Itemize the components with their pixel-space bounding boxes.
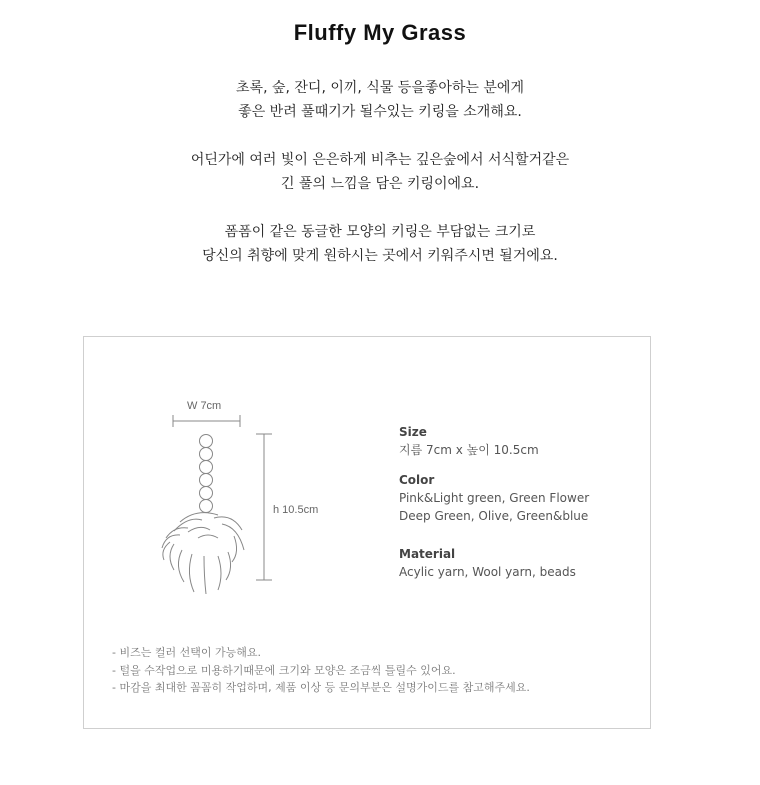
spec-material-value: Acylic yarn, Wool yarn, beads: [399, 565, 576, 579]
page-title: Fluffy My Grass: [293, 20, 467, 45]
intro-line: 좋은 반려 풀때기가 될수있는 키링을 소개해요.: [238, 104, 522, 120]
bead: [200, 474, 213, 487]
grass-pompom: [162, 513, 244, 594]
spec-color-value: Deep Green, Olive, Green&blue: [399, 509, 589, 523]
width-label: W 7cm: [187, 400, 222, 412]
note-item: - 비즈는 컬러 선택이 가능해요.: [112, 646, 261, 659]
notes-list: [112, 644, 530, 697]
spec-size-label: Size: [399, 425, 427, 439]
spec-color-value: Pink&Light green, Green Flower: [399, 491, 590, 505]
keyring-illustration: [144, 392, 364, 602]
spec-material-label: Material: [399, 547, 456, 561]
intro-line: 초록, 숲, 잔디, 이끼, 식물 등을좋아하는 분에게: [236, 80, 524, 96]
intro-paragraph: [0, 76, 760, 124]
intro-text: [0, 76, 760, 292]
intro-line: 어딘가에 여러 빛이 은은하게 비추는 깊은숲에서 서식할거같은: [190, 152, 570, 168]
intro-line: 당신의 취향에 맞게 원하시는 곳에서 키워주시면 될거에요.: [202, 248, 558, 264]
height-label: h 10.5cm: [273, 504, 319, 516]
intro-line: 긴 풀의 느낌을 담은 키링이에요.: [280, 176, 480, 192]
note-item: - 털을 수작업으로 미용하기때문에 크기와 모양은 조금씩 틀릴수 있어요.: [112, 663, 456, 677]
bead: [200, 435, 213, 448]
spec-list: [399, 423, 589, 593]
spec-size: [399, 423, 589, 459]
bead: [200, 500, 213, 513]
intro-paragraph: [0, 148, 760, 196]
bead: [200, 448, 213, 461]
spec-color-label: Color: [399, 473, 435, 487]
intro-line: 폼폼이 같은 동글한 모양의 키링은 부담없는 크기로: [224, 224, 536, 240]
spec-color: [399, 471, 589, 525]
spec-material: [399, 545, 589, 581]
product-info-card: [83, 336, 651, 729]
intro-paragraph: [0, 220, 760, 268]
bead: [200, 487, 213, 500]
spec-size-value: 지름 7cm x 높이 10.5cm: [399, 443, 539, 457]
note-item: - 마감을 최대한 꼼꼼히 작업하며, 제품 이상 등 문의부분은 설명가이드를 참고해주세요.: [112, 681, 530, 694]
bead: [200, 461, 213, 474]
